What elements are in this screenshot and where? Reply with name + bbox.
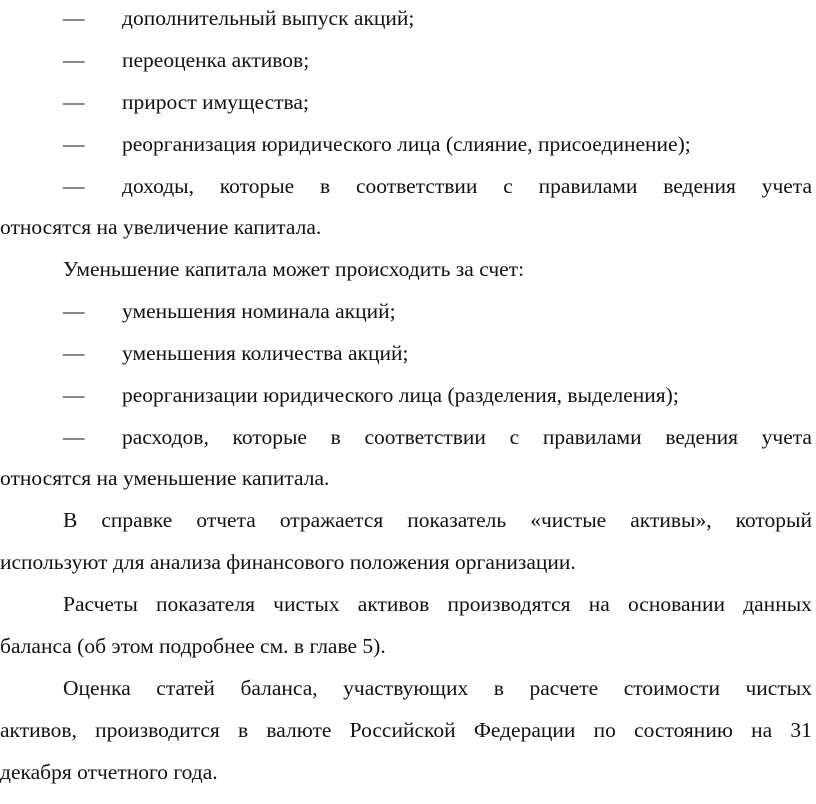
word: отчета	[196, 508, 256, 532]
paragraph-line	[0, 259, 816, 301]
paragraph-line	[0, 594, 816, 636]
word: с	[503, 174, 513, 198]
paragraph-justified-line	[63, 678, 812, 700]
word: расходов,	[122, 425, 209, 449]
word: баланса,	[240, 676, 318, 700]
word: справке	[101, 508, 173, 532]
list-dash: —	[63, 341, 85, 365]
paragraph-line	[0, 510, 816, 552]
word: Российской	[349, 718, 456, 742]
word: состоянию	[634, 718, 733, 742]
list-item-text: реорганизации юридического лица (разделения, выделения);	[122, 383, 679, 407]
word: участвующих	[343, 676, 469, 700]
list-item-text: уменьшения количества акций;	[122, 341, 409, 365]
word: Расчеты	[63, 592, 138, 616]
list-dash: —	[63, 48, 85, 72]
text-line	[0, 468, 816, 510]
list-dash: —	[63, 132, 85, 156]
word: которые	[232, 425, 307, 449]
word: в	[493, 676, 504, 700]
list-item	[0, 176, 816, 218]
paragraph-line	[0, 678, 816, 720]
list-item-continuation: относятся на уменьшение капитала.	[0, 466, 330, 490]
word: показателя	[156, 592, 255, 616]
list-item-text: переоценка активов;	[122, 48, 310, 72]
list-dash: —	[63, 174, 85, 198]
word: В	[63, 508, 78, 532]
word: с	[509, 425, 520, 449]
word: по	[593, 718, 616, 742]
word: показатель	[407, 508, 507, 532]
paragraph-line	[0, 552, 816, 594]
word: отражается	[279, 508, 384, 532]
paragraph-line	[0, 636, 816, 678]
word: чистых	[273, 592, 340, 616]
word: в	[238, 718, 249, 742]
word: учета	[761, 425, 812, 449]
word: на	[751, 718, 773, 742]
word: ведения	[663, 174, 736, 198]
list-item-justified-text	[122, 176, 812, 198]
list-item-text: реорганизация юридического лица (слияние, присоединение);	[122, 132, 691, 156]
word: который	[735, 508, 812, 532]
list-dash: —	[63, 383, 85, 407]
word: производятся	[447, 592, 571, 616]
list-item-justified-text	[122, 427, 812, 449]
word: в	[330, 425, 341, 449]
word: основании	[628, 592, 726, 616]
list-item-text: прирост имущества;	[122, 90, 309, 114]
list-item	[0, 385, 816, 427]
word: которые	[219, 174, 295, 198]
word: активов,	[0, 718, 77, 742]
list-item	[0, 427, 816, 469]
list-dash: —	[63, 90, 85, 114]
word: производится	[95, 718, 220, 742]
word: валюте	[266, 718, 332, 742]
word: Оценка	[63, 676, 131, 700]
list-item-continuation: относятся на увеличение капитала.	[0, 215, 322, 239]
list-dash: —	[63, 425, 85, 449]
list-dash: —	[63, 6, 85, 30]
word: правилами	[542, 425, 642, 449]
paragraph-line	[0, 762, 816, 804]
word: правилами	[538, 174, 638, 198]
paragraph-justified-line	[63, 594, 812, 616]
word: учета	[761, 174, 812, 198]
word: на	[588, 592, 610, 616]
word: расчете	[529, 676, 599, 700]
list-item	[0, 301, 816, 343]
word: Федерации	[473, 718, 576, 742]
word: чистых	[745, 676, 812, 700]
word: 31	[790, 718, 812, 742]
decrease-intro: Уменьшение капитала может происходить за счет:	[63, 257, 525, 281]
paragraph-text: декабря отчетного года.	[0, 760, 218, 784]
word: активы»,	[630, 508, 712, 532]
list-item-text: дополнительный выпуск акций;	[122, 6, 415, 30]
list-item	[0, 134, 816, 176]
list-item	[0, 92, 816, 134]
word: активов	[357, 592, 430, 616]
list-dash: —	[63, 299, 85, 323]
word: «чистые	[530, 508, 607, 532]
word: ведения	[665, 425, 738, 449]
paragraph-text: баланса (об этом подробнее см. в главе 5).	[0, 634, 386, 658]
word: соответствии	[355, 174, 478, 198]
paragraph-justified-line	[0, 720, 812, 742]
list-item-text: уменьшения номинала акций;	[122, 299, 396, 323]
word: статей	[156, 676, 215, 700]
word: соответствии	[364, 425, 486, 449]
paragraph-line	[0, 720, 816, 762]
list-item	[0, 50, 816, 92]
word: стоимости	[623, 676, 720, 700]
paragraph-text: используют для анализа финансового положения организации.	[0, 550, 576, 574]
word: данных	[743, 592, 812, 616]
list-item	[0, 8, 816, 50]
word: доходы,	[122, 174, 194, 198]
text-line	[0, 217, 816, 259]
paragraph-justified-line	[63, 510, 812, 532]
list-item	[0, 343, 816, 385]
word: в	[320, 174, 331, 198]
